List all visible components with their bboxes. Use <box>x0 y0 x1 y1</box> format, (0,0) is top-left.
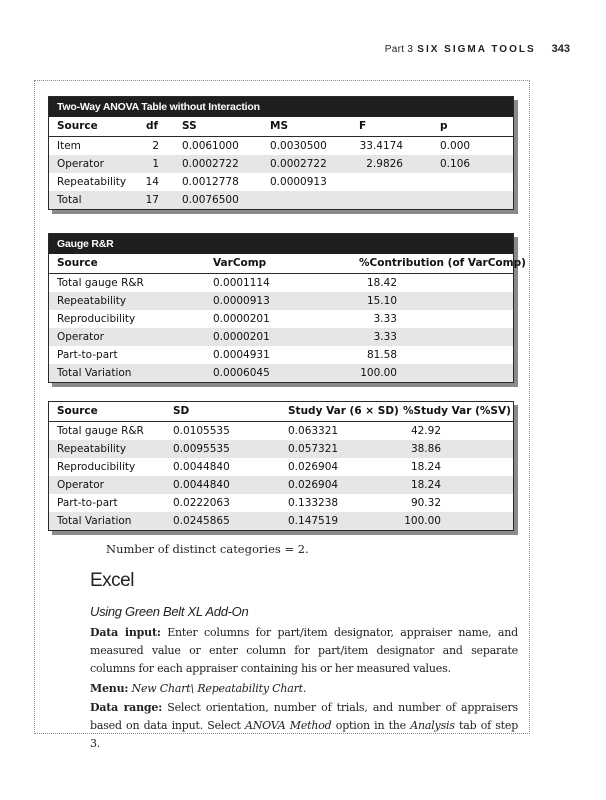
table-row <box>49 328 513 346</box>
table-header-row <box>49 117 513 137</box>
menu-paragraph <box>90 680 518 698</box>
table-cell: 0.000 <box>440 140 471 152</box>
table-cell: Total gauge R&R <box>57 277 144 289</box>
column-header: %Contribution (of VarComp) <box>359 257 526 269</box>
table-cell: 42.92 <box>410 425 441 437</box>
table-cell: Total Variation <box>57 367 132 379</box>
gauge-rr-table <box>48 233 526 383</box>
table-cell: Reproducibility <box>57 313 136 325</box>
column-header: F <box>359 120 367 132</box>
table-cell: 0.0030500 <box>270 140 327 152</box>
table-row <box>49 191 513 209</box>
subheading: Using Green Belt XL Add-On <box>90 604 249 619</box>
column-header: Source <box>57 257 98 269</box>
data-input-label: Data input: <box>90 626 161 639</box>
menu-label: Menu: <box>90 682 129 695</box>
table-row <box>49 422 513 440</box>
table-cell: Reproducibility <box>57 461 136 473</box>
table-cell: 0.133238 <box>288 497 339 509</box>
table-header-row <box>49 254 526 274</box>
table-row <box>49 292 513 310</box>
table-cell: 0.026904 <box>288 461 339 473</box>
table-cell: 33.4174 <box>359 140 403 152</box>
table-cell: 2.9826 <box>366 158 403 170</box>
table-cell: 2 <box>152 140 159 152</box>
column-header: VarComp <box>213 257 267 269</box>
column-header: SS <box>182 120 197 132</box>
table-row <box>49 512 513 530</box>
table-cell: 3.33 <box>373 313 397 325</box>
table-cell: 18.24 <box>410 461 441 473</box>
menu-text: New Chart\ Repeatability Chart. <box>131 682 307 695</box>
column-header: %Study Var (%SV) <box>403 405 511 417</box>
table-cell: 0.0044840 <box>173 479 230 491</box>
anova-table <box>48 96 514 210</box>
table-cell: Operator <box>57 331 104 343</box>
study-var-table <box>48 401 514 531</box>
page-number: 343 <box>551 43 570 55</box>
column-header: Source <box>57 120 98 132</box>
table-cell: Part-to-part <box>57 497 118 509</box>
table-cell: 0.0001114 <box>213 277 270 289</box>
table-cell: 0.0002722 <box>270 158 327 170</box>
table-row <box>49 440 513 458</box>
table-cell: 0.026904 <box>288 479 339 491</box>
section-heading: Excel <box>90 570 134 591</box>
table-row <box>49 137 513 155</box>
table-cell: 0.0000201 <box>213 313 270 325</box>
table-cell: Operator <box>57 479 104 491</box>
table-row <box>49 458 513 476</box>
table-cell: 0.0044840 <box>173 461 230 473</box>
table-row <box>49 310 513 328</box>
table-row <box>49 346 513 364</box>
table-row <box>49 155 513 173</box>
table-cell: 1 <box>152 158 159 170</box>
table-cell: 100.00 <box>360 367 397 379</box>
table-cell: Repeatability <box>57 443 127 455</box>
data-range-label: Data range: <box>90 701 163 714</box>
table-cell: Repeatability <box>57 176 127 188</box>
table-cell: 0.0061000 <box>182 140 239 152</box>
table-cell: 0.063321 <box>288 425 339 437</box>
table-row <box>49 494 513 512</box>
table-cell: Total Variation <box>57 515 132 527</box>
table-header-row <box>49 402 513 422</box>
table-cell: 17 <box>145 194 159 206</box>
gauge-rr-table-title: Gauge R&R <box>49 234 513 254</box>
table-cell: 0.0245865 <box>173 515 230 527</box>
data-range-text: Select orientation, number of trials, and number of appraisers based on data input. Select <box>90 701 518 732</box>
table-cell: 0.0222063 <box>173 497 230 509</box>
anova-table-title: Two-Way ANOVA Table without Interaction <box>49 97 513 117</box>
table-cell: 90.32 <box>410 497 441 509</box>
running-head <box>385 43 570 55</box>
table-cell: 0.0000913 <box>213 295 270 307</box>
column-header: SD <box>173 405 190 417</box>
table-cell: Operator <box>57 158 104 170</box>
table-cell: 100.00 <box>404 515 441 527</box>
table-cell: 81.58 <box>366 349 397 361</box>
column-header: Study Var (6 × SD) <box>288 405 399 417</box>
table-cell: 0.057321 <box>288 443 339 455</box>
table-cell: Repeatability <box>57 295 127 307</box>
table-cell: 0.0000201 <box>213 331 270 343</box>
table-cell: 15.10 <box>366 295 397 307</box>
table-row <box>49 274 513 292</box>
table-row <box>49 476 513 494</box>
section-label: SIX SIGMA TOOLS <box>417 44 536 55</box>
column-header: MS <box>270 120 289 132</box>
table-cell: Part-to-part <box>57 349 118 361</box>
table-cell: 0.0006045 <box>213 367 270 379</box>
table-cell: 3.33 <box>373 331 397 343</box>
table-row <box>49 173 513 191</box>
data-input-text: Enter columns for part/item designator, appraiser name, and measured value or enter column for part/item designator and separate columns for each appraiser containing his or her measured values. <box>90 626 519 675</box>
table-cell: 38.86 <box>410 443 441 455</box>
table-cell: Total <box>57 194 82 206</box>
column-header: Source <box>57 405 98 417</box>
table-cell: 0.0000913 <box>270 176 327 188</box>
table-cell: 18.24 <box>410 479 441 491</box>
data-range-paragraph <box>90 699 518 753</box>
table-row <box>49 364 513 382</box>
table-cell: 18.42 <box>366 277 397 289</box>
table-cell: 0.0076500 <box>182 194 239 206</box>
table-cell: 0.106 <box>440 158 471 170</box>
table-cell: 0.0105535 <box>173 425 230 437</box>
data-range-text: option in the <box>335 719 406 732</box>
data-input-paragraph <box>90 624 518 678</box>
analysis-term: Analysis <box>410 719 455 732</box>
anova-method-term: ANOVA Method <box>245 719 332 732</box>
table-cell: 0.0004931 <box>213 349 270 361</box>
table-cell: Item <box>57 140 81 152</box>
column-header: p <box>440 120 448 132</box>
data-range-text: tab of step 3. <box>90 719 519 750</box>
column-header: df <box>146 120 159 132</box>
table-cell: 0.0095535 <box>173 443 230 455</box>
table-cell: 14 <box>145 176 159 188</box>
table-cell: 0.0002722 <box>182 158 239 170</box>
table-cell: 0.0012778 <box>182 176 239 188</box>
part-label: Part 3 <box>384 44 414 55</box>
table-cell: 0.147519 <box>288 515 339 527</box>
table-cell: Total gauge R&R <box>57 425 144 437</box>
distinct-categories-note: Number of distinct categories = 2. <box>106 542 309 556</box>
